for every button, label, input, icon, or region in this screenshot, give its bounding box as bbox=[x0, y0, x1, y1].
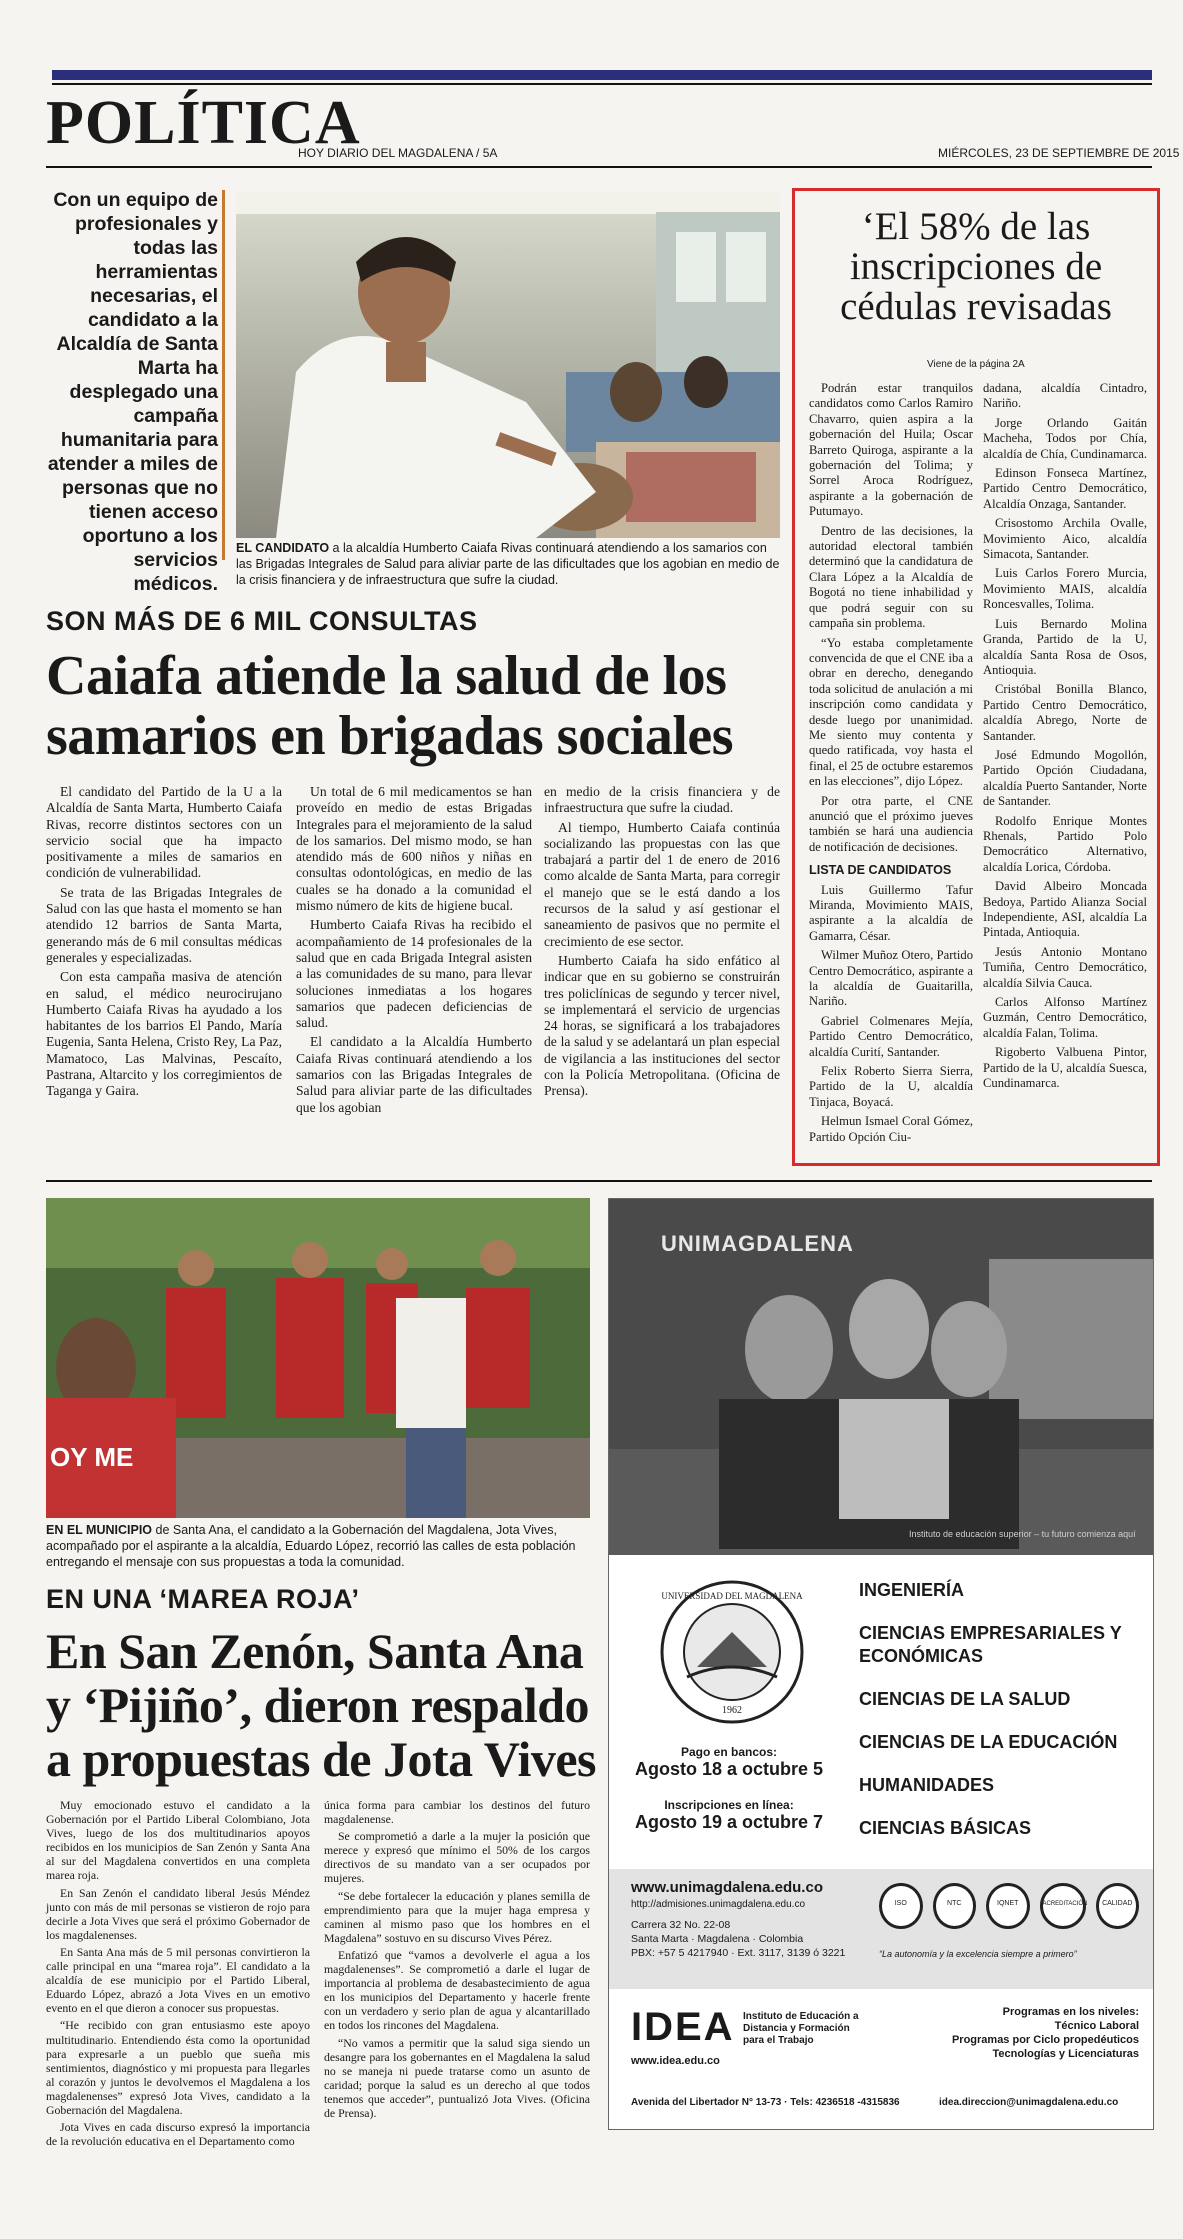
paragraph: “He recibido con gran entusiasmo este apoyo multitudinario. Entendiendo ésta como la oportunidad para expresarle a un pueblo que sueña mis sentimientos, diagnóstico y mi propuesta para llegarles al corazón y juntos le devolvemos el Magdalena a los magdalenenses” expresó Jota Vives, candidato a la Gobernación del Magdalena. bbox=[46, 2018, 310, 2117]
certification-badge-icon bbox=[986, 1883, 1030, 1929]
programs-block bbox=[909, 2005, 1139, 2061]
faculty-item: CIENCIAS EMPRESARIALES Y ECONÓMICAS bbox=[859, 1623, 1122, 1666]
seal-text: UNIVERSIDAD DEL MAGDALENA bbox=[661, 1591, 803, 1601]
ad-address-1: Carrera 32 No. 22-08 bbox=[631, 1919, 731, 1931]
paragraph: “Se debe fortalecer la educación y planes semilla de emprendimiento para que la mujer haga empresa y caminen al mismo paso que los hombres en el Magdalena” sostuvo en su discurso Vives Pérez. bbox=[324, 1888, 590, 1945]
paragraph: Al tiempo, Humberto Caiafa continúa socializando las propuestas con las que trabajará a partir del 1 de enero de 2016 como alcalde de Santa Marta, para corregir el manejo que se le está dando a los recursos de la salud y así gestionar el saneamiento de pasivos que no permite el crecimiento de ese sector. bbox=[544, 819, 780, 949]
ad-address-2: Santa Marta · Magdalena · Colombia bbox=[631, 1933, 804, 1945]
sidebar-box bbox=[792, 188, 1160, 1166]
story2-column-1 bbox=[46, 1798, 310, 2151]
online-dates: Agosto 19 a octubre 7 bbox=[634, 1812, 824, 1832]
list-item: Luis Carlos Forero Murcia, Movimiento MAIS, alcaldía Roncesvalles, Tolima. bbox=[983, 566, 1147, 612]
deck-rule bbox=[222, 190, 225, 560]
paragraph: Se trata de las Brigadas Integrales de Salud con las que hasta el momento se han atendido 12 barrios de Santa Marta, generando más de 6 mil consultas médicas generales y especializadas. bbox=[46, 884, 282, 965]
faculty-item: CIENCIAS BÁSICAS bbox=[859, 1818, 1032, 1838]
list-heading: LISTA DE CANDIDATOS bbox=[809, 863, 952, 878]
pay-label: Pago en bancos: bbox=[680, 1745, 778, 1759]
badge-label: ACREDITACIÓN bbox=[1042, 1901, 1088, 1907]
ad-dates bbox=[609, 1745, 849, 1833]
story1-column-3 bbox=[544, 784, 780, 1103]
faculty-item: CIENCIAS DE LA EDUCACIÓN bbox=[859, 1732, 1118, 1752]
paragraph: Un total de 6 mil medicamentos se han proveído en medio de estas Brigadas Integrales para el mejoramiento de la salud de los samarios. Del mismo modo, se han atendido más de 600 niños y niñas en consultas odontológicas, en medio de las cuales se ha donado a la comunidad el mismo número de kits de higiene bucal. bbox=[296, 784, 532, 914]
certification-badge-icon bbox=[1040, 1883, 1086, 1929]
paragraph: Enfatizó que “vamos a devolverle el agua a los magdalenenses”. Se comprometió a darle el lugar de importancia al problema de desabastecimiento de agua en los municipios del Departamento y hacerle frente con un verdadero y serio plan de agua y alcantarillado en todos los rincones del Magdalena. bbox=[324, 1947, 590, 2033]
badge-label: IQNET bbox=[997, 1900, 1019, 1907]
idea-logo: IDEA bbox=[631, 2005, 735, 2049]
programs-title: Programas en los niveles: bbox=[1002, 2006, 1139, 2018]
doctor-treating-patient-image bbox=[236, 192, 780, 538]
paragraph: En Santa Ana más de 5 mil personas convirtieron la calle principal en una “marea roja”. El candidato a la alcaldía de ese municipio por el Partido Liberal, Eduardo López, abrazó a Jota Vives en un emotivo evento en el que dieron a conocer sus propuestas. bbox=[46, 1944, 310, 2016]
list-item: Cristóbal Bonilla Blanco, Partido Centro Democrático, alcaldía Abrego, Norte de Santander. bbox=[983, 682, 1147, 743]
paragraph: Humberto Caiafa ha sido enfático al indicar que en su gobierno se construirán tres policlínicas de segundo y tercer nivel, se implementará el servicio de urgencias 24 horas, se significará a los trabajadores de la salud y se adelantará un plan especial de vigilancia a las instituciones del sector con la Policía Metropolitana. (Oficina de Prensa). bbox=[544, 952, 780, 1099]
university-seal-icon bbox=[657, 1577, 807, 1727]
list-item: Crisostomo Archila Ovalle, Movimiento Aico, alcaldía Simacota, Santander. bbox=[983, 516, 1147, 562]
story1-kicker: SON MÁS DE 6 MIL CONSULTAS bbox=[46, 606, 478, 636]
story1-caption bbox=[236, 540, 780, 588]
header-color-bar bbox=[52, 70, 1152, 80]
story1-photo bbox=[236, 192, 780, 538]
crowd-march-image bbox=[46, 1198, 590, 1518]
paragraph: única forma para cambiar los destinos del futuro magdalenense. bbox=[324, 1798, 590, 1827]
story2-photo bbox=[46, 1198, 590, 1518]
ad-footer-address: Avenida del Libertador N° 13-73 · Tels: 4236518 -4315836 bbox=[631, 2097, 900, 2108]
ad-admissions-url: http://admisiones.unimagdalena.edu.co bbox=[631, 1899, 806, 1910]
badge-label: ISO bbox=[894, 1900, 907, 1907]
faculty-item: HUMANIDADES bbox=[859, 1775, 994, 1795]
caption-text: a la alcaldía Humberto Caiafa Rivas continuará atendiendo a los samarios con las Brigadas Integrales de Salud para aliviar parte de las dificultades que los agobian en medio de la crisis financiera y de infraestructura que sufre la ciudad. bbox=[236, 541, 780, 587]
paragraph: Podrán estar tranquilos candidatos como Carlos Ramiro Chavarro, quien aspira a la gobernación del Huila; Oscar Barreto Quiroga, aspirante a la gobernación del Tolima; y Sorrel Aroca Rodríguez, aspirante a la gobernación de Putumayo. bbox=[809, 381, 973, 519]
ad-phone: PBX: +57 5 4217940 · Ext. 3117, 3139 ó 3221 bbox=[631, 1947, 846, 1959]
idea-name: Instituto de Educación a Distancia y Formación para el Trabajo bbox=[743, 2011, 859, 2046]
badge-label: NTC bbox=[947, 1900, 962, 1907]
list-item: David Albeiro Moncada Bedoya, Partido Alianza Social Independiente, ASI, alcaldía La Pintada, Antioquia. bbox=[983, 879, 1147, 940]
ad-footer-email: idea.direccion@unimagdalena.edu.co bbox=[939, 2097, 1119, 2108]
faculty-list bbox=[859, 1579, 1139, 1840]
pay-dates: Agosto 18 a octubre 5 bbox=[634, 1759, 824, 1779]
paragraph: Dentro de las decisiones, la autoridad electoral también determinó que la candidatura de Clara López a la Alcaldía de Bogotá no tiene inhabilidad y que podrá seguir con su campaña sin problema. bbox=[809, 523, 973, 631]
story1-deck: Con un equipo de profesionales y todas las herramientas necesarias, el candidato a la Alcaldía de Santa Marta ha desplegado una campaña humanitaria para atender a miles de personas que no tienen acceso oportuno a los servicios médicos. bbox=[47, 189, 218, 595]
caption-text: de Santa Ana, el candidato a la Gobernación del Magdalena, Jota Vives, acompañado por el aspirante a la alcaldía, Eduardo López, recorrió las calles de esta población entregando el mensaje con sus propuestas a toda la comunidad. bbox=[46, 1523, 576, 1569]
list-item: Rigoberto Valbuena Pintor, Partido de la U, alcaldía Suesca, Cundinamarca. bbox=[983, 1045, 1147, 1091]
certification-badge-icon bbox=[879, 1883, 923, 1929]
list-item: Jorge Orlando Gaitán Macheha, Todos por Chía, alcaldía de Chía, Cundinamarca. bbox=[983, 415, 1148, 461]
caption-lead: EL CANDIDATO bbox=[236, 541, 330, 555]
sidebar-column-2 bbox=[983, 381, 1147, 1095]
story2-caption bbox=[46, 1522, 590, 1570]
header-bottom-rule bbox=[46, 166, 1152, 168]
seal-year: 1962 bbox=[722, 1705, 742, 1716]
list-item: José Edmundo Mogollón, Partido Opción Ciudadana, alcaldía Puerto Santander, Norte de Santander. bbox=[983, 747, 1147, 809]
paper-name: HOY DIARIO DEL MAGDALENA / 5A bbox=[298, 146, 498, 160]
paragraph: “Yo estaba completamente convencida de que el CNE iba a obrar en derecho, denegando toda solicitud de anulación a mi inscripción como candidata y desde luego por unanimidad. Me siento muy contenta y quedo ratificada, voy hasta el final, el 25 de octubre estaremos en las elecciones”, dijo López. bbox=[809, 635, 973, 789]
caption-lead: EN EL MUNICIPIO bbox=[46, 1523, 153, 1537]
ad-brand: UNIMAGDALENA bbox=[661, 1231, 854, 1256]
ad-slogan: “La autonomía y la excelencia siempre a primero” bbox=[879, 1949, 1077, 1959]
faculty-item: CIENCIAS DE LA SALUD bbox=[859, 1689, 1071, 1709]
list-item: Luis Guillermo Tafur Miranda, Movimiento MAIS, aspirante a la alcaldía de Gamarra, César. bbox=[809, 882, 973, 943]
paragraph: El candidato del Partido de la U a la Alcaldía de Santa Marta, Humberto Caiafa Rivas, recorre distintos sectores con un servicio social que ha impacto positivamente a miles de samarios en condición de vulnerabilidad. bbox=[46, 784, 282, 881]
section-divider bbox=[46, 1180, 1152, 1182]
paragraph: Con esta campaña masiva de atención en salud, el médico neurocirujano Humberto Caiafa Rivas ha ayudado a los habitantes de los barrios El Pando, María Eugenia, Santa Helena, Cristo Rey, La Paz, Mamatoco, Las Malvinas, Pescaíto, Pastrana, Altarcito y los corregimientos de Taganga y Gaira. bbox=[46, 969, 282, 1099]
certification-badge-icon bbox=[933, 1883, 977, 1929]
certification-badges bbox=[879, 1883, 1139, 1931]
paragraph: “No vamos a permitir que la salud siga siendo un desangre para los gobernantes en el Magdalena la salud no se maneja ni puede tratarse como un asunto de caridad; porque la salud es un derecho al que todos tenemos que acceder”, puntualizó Jota Vives. (Oficina de Prensa). bbox=[324, 2035, 590, 2120]
ad-website: www.unimagdalena.edu.co bbox=[631, 1879, 823, 1896]
university-seal bbox=[657, 1577, 807, 1727]
list-item: dadana, alcaldía Cintadro, Nariño. bbox=[983, 381, 1147, 411]
ad-photo-note: Instituto de educación superior – tu futuro comienza aquí bbox=[909, 1529, 1136, 1539]
list-item: Wilmer Muñoz Otero, Partido Centro Democrático, aspirante a la alcaldía de Guaitarilla, Nariño. bbox=[809, 948, 973, 1009]
sidebar-column-1 bbox=[809, 381, 973, 1149]
section-title: POLÍTICA bbox=[46, 89, 361, 157]
paragraph: Humberto Caiafa Rivas ha recibido el acompañamiento de 14 profesionales de la salud que en cada Brigada Integral asisten a las comunidades de su mano, para llevar soluciones inmediatas a los hogares samarios que padecen deficiencias de salud. bbox=[296, 917, 532, 1031]
badge-label: CALIDAD bbox=[1102, 1900, 1133, 1907]
faculty-item: INGENIERÍA bbox=[859, 1580, 965, 1600]
idea-website: www.idea.edu.co bbox=[631, 2055, 720, 2067]
certification-badge-icon bbox=[1096, 1883, 1140, 1929]
list-item: Luis Bernardo Molina Granda, Partido de la U, alcaldía Santa Rosa de Osos, Antioquia. bbox=[983, 616, 1147, 677]
shirt-print: OY ME bbox=[50, 1442, 134, 1472]
list-item: Rodolfo Enrique Montes Rhenals, Partido Polo Democrático Alternativo, alcaldía Lorica, Córdoba. bbox=[983, 813, 1147, 874]
header-rule bbox=[52, 83, 1152, 85]
sidebar-title: ‘El 58% de las inscripciones de cédulas revisadas bbox=[840, 205, 1112, 328]
issue-date: MIÉRCOLES, 23 DE SEPTIEMBRE DE 2015 bbox=[938, 146, 1180, 160]
program-item: Tecnologías y Licenciaturas bbox=[992, 2048, 1139, 2060]
story2-headline: En San Zenón, Santa Ana y ‘Pijiño’, dieron respaldo a propuestas de Jota Vives bbox=[46, 1623, 597, 1787]
paragraph: El candidato a la Alcaldía Humberto Caiafa Rivas continuará atendiendo a los samarios con las Brigadas Integrales de Salud para aliviar parte de las dificultades que los agobian bbox=[296, 1034, 532, 1115]
paragraph: Por otra parte, el CNE anunció que el próximo jueves también se hará una audiencia de notificación de decisiones. bbox=[809, 793, 973, 854]
list-item: Carlos Alfonso Martínez Guzmán, Centro Democrático, alcaldía Falan, Tolima. bbox=[983, 995, 1147, 1040]
paragraph: Muy emocionado estuvo el candidato a la Gobernación por el Partido Liberal Colombiano, Jota Vives, luego de los dos multitudinarios apoyos recibidos en los municipios de San Zenón y Santa Ana al sur del Magdalena convertidos en una completa marea roja. bbox=[46, 1798, 310, 1883]
paragraph: Se comprometió a darle a la mujer la posición que merece y expresó que mínimo el 50% de los cargos directivos de su mandato van a ser ocupados por mujeres. bbox=[324, 1829, 590, 1886]
program-item: Programas por Ciclo propedéuticos bbox=[951, 2034, 1139, 2046]
paragraph: en medio de la crisis financiera y de infraestructura que sufre la ciudad. bbox=[544, 784, 780, 816]
story1-column-2 bbox=[296, 784, 532, 1119]
sidebar-jump: Viene de la página 2A bbox=[927, 359, 1025, 370]
story2-column-2 bbox=[324, 1798, 590, 2123]
program-item: Técnico Laboral bbox=[1054, 2020, 1139, 2032]
paragraph: Jota Vives en cada discurso expresó la importancia de la revolución educativa en el Departamento como bbox=[46, 2120, 310, 2149]
list-item: Edinson Fonseca Martínez, Partido Centro Democrático, Alcaldía Onzaga, Santander. bbox=[983, 466, 1147, 511]
ad-contact-band bbox=[609, 1869, 1153, 1989]
list-item: Gabriel Colmenares Mejía, Partido Centro Democrático, alcaldía Curití, Santander. bbox=[809, 1013, 973, 1059]
story1-column-1 bbox=[46, 784, 282, 1103]
paragraph: En San Zenón el candidato liberal Jesús Méndez junto con más de mil personas se vistieron de rojo para decirle a Jota Vives que será el próximo Gobernador de los magdalenenses. bbox=[46, 1885, 310, 1942]
ad-photo bbox=[609, 1199, 1153, 1555]
story1-headline: Caiafa atiende la salud de los samarios en brigadas sociales bbox=[46, 645, 734, 767]
list-item: Jesús Antonio Montano Tumiña, Centro Democrático, alcaldía Silvia Cauca. bbox=[983, 944, 1147, 990]
list-item: Felix Roberto Sierra Sierra, Partido de la U, alcaldía Tinjaca, Boyacá. bbox=[809, 1064, 973, 1109]
list-item: Helmun Ismael Coral Gómez, Partido Opción Ciu- bbox=[809, 1114, 973, 1144]
university-ad bbox=[608, 1198, 1154, 2130]
online-label: Inscripciones en línea: bbox=[664, 1798, 794, 1812]
story2-kicker: EN UNA ‘MAREA ROJA’ bbox=[46, 1584, 360, 1614]
